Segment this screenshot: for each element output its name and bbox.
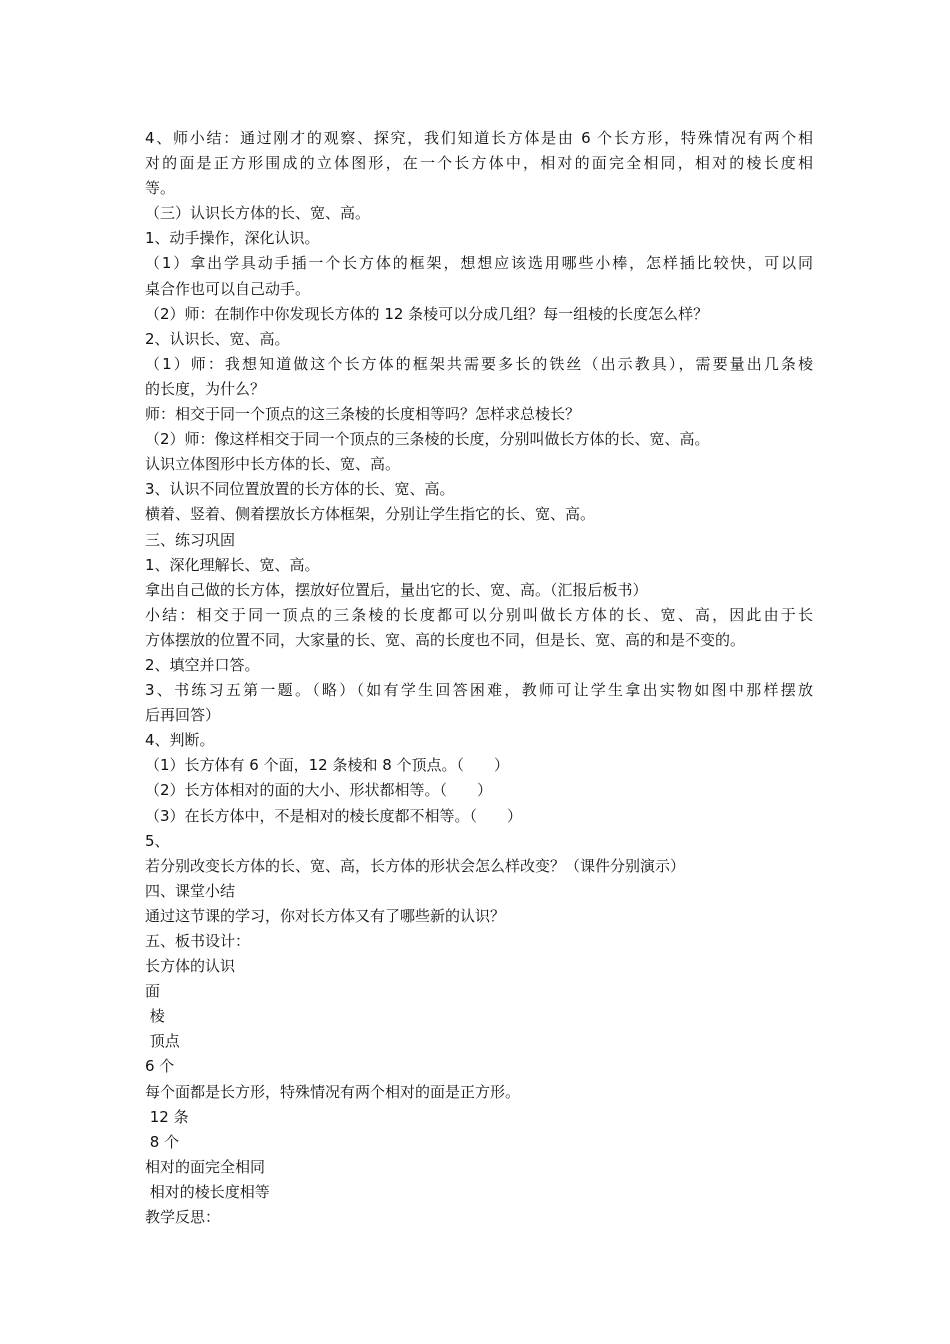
section-heading: 三、练习巩固 [145,530,236,549]
text-line: 桌合作也可以自己动手。 [145,279,311,298]
text-line: （2）师：像这样相交于同一个顶点的三条棱的长度，分别叫做长方体的长、宽、高。 [145,430,710,449]
text-line: 的长度，为什么？ [145,379,266,398]
text-line: 后再回答） [145,706,221,725]
text-line: 2、填空并口答。 [145,655,260,674]
text-line: 每个面都是长方形，特殊情况有两个相对的面是正方形。 [145,1082,521,1101]
text-line: 师：相交于同一个顶点的这三条棱的长度相等吗？怎样求总棱长？ [145,405,581,424]
section-heading: 四、课堂小结 [145,881,236,900]
text-line: 长方体的认识 [145,957,236,976]
text-line: 棱 [145,1007,165,1026]
text-line: 4、判断。 [145,731,215,750]
text-line: 通过这节课的学习，你对长方体又有了哪些新的认识？ [145,906,506,925]
text-line: 3、书练习五第一题。（略）（如有学生回答困难，教师可让学生拿出实物如图中那样摆放 [145,681,813,700]
text-line: 2、认识长、宽、高。 [145,329,290,348]
text-line: 5、 [145,831,170,850]
text-line: 面 [145,982,161,1001]
text-line: （2）长方体相对的面的大小、形状都相等。（ ） [145,781,493,800]
text-line: 小结：相交于同一顶点的三条棱的长度都可以分别叫做长方体的长、宽、高，因此由于长 [145,605,813,624]
text-line: 3、认识不同位置放置的长方体的长、宽、高。 [145,480,455,499]
text-line: 相对的面完全相同 [145,1157,266,1176]
text-line: 教学反思： [145,1208,221,1227]
text-line: 相对的棱长度相等 [145,1182,270,1201]
text-line: 1、动手操作，深化认识。 [145,229,320,248]
text-line: 横着、竖着、侧着摆放长方体框架，分别让学生指它的长、宽、高。 [145,505,596,524]
text-line: （1）长方体有 6 个面，12 条棱和 8 个顶点。（ ） [145,756,510,775]
text-line: 对的面是正方形围成的立体图形，在一个长方体中，相对的面完全相同，相对的棱长度相 [145,154,813,173]
text-line: 顶点 [145,1032,180,1051]
document-body [145,126,813,1230]
text-line: 1、深化理解长、宽、高。 [145,555,320,574]
text-line: （1）师：我想知道做这个长方体的框架共需要多长的铁丝（出示教具），需要量出几条棱 [145,354,813,373]
text-line: （3）在长方体中，不是相对的棱长度都不相等。（ ） [145,806,523,825]
text-line: 6 个 [145,1057,175,1076]
text-line: （2）师：在制作中你发现长方体的 12 条棱可以分成几组？每一组棱的长度怎么样？ [145,304,709,323]
text-line: 8 个 [145,1132,180,1151]
text-line: 等。 [145,179,176,198]
text-line: 12 条 [145,1107,189,1126]
text-line: 4、师小结：通过刚才的观察、探究，我们知道长方体是由 6 个长方形，特殊情况有两个相 [145,129,813,147]
text-line: 方体摆放的位置不同，大家量的长、宽、高的长度也不同，但是长、宽、高的和是不变的。 [145,630,746,649]
text-line: （1）拿出学具动手插一个长方体的框架，想想应该选用哪些小棒，怎样插比较快，可以同 [145,254,813,273]
section-heading: 五、板书设计： [145,932,251,950]
text-line: 若分别改变长方体的长、宽、高，长方体的形状会怎么样改变？（课件分别演示） [145,856,686,875]
section-heading: （三）认识长方体的长、宽、高。 [145,204,371,223]
text-line: 拿出自己做的长方体，摆放好位置后，量出它的长、宽、高。（汇报后板书） [145,580,648,599]
text-line: 认识立体图形中长方体的长、宽、高。 [145,455,401,474]
